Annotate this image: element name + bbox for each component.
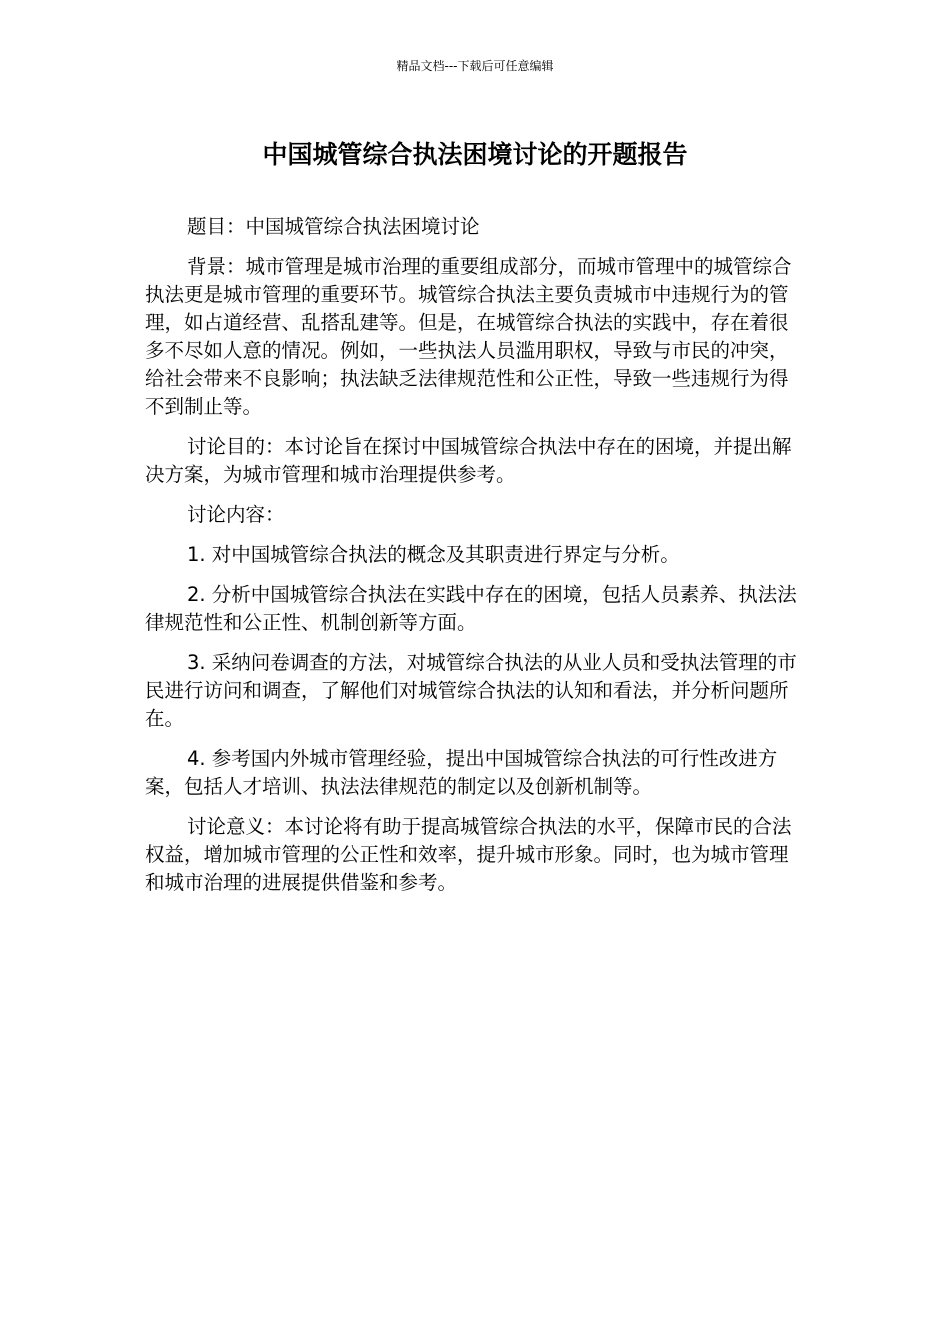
paragraph-significance: 讨论意义：本讨论将有助于提高城管综合执法的水平，保障市民的合法权益，增加城市管理的公正性和效率，提升城市形象。同时，也为城市管理和城市治理的进展提供借鉴和参考。: [145, 815, 792, 894]
document-body: [145, 213, 800, 909]
paragraph-purpose: 讨论目的：本讨论旨在探讨中国城管综合执法中存在的困境，并提出解决方案，为城市管理和城市治理提供参考。: [145, 435, 792, 486]
paragraph-background: 背景：城市管理是城市治理的重要组成部分，而城市管理中的城管综合执法更是城市管理的重要环节。城管综合执法主要负责城市中违规行为的管理，如占道经营、乱搭乱建等。但是，在城管综合执法的实践中，存在着很多不尽如人意的情况。例如，一些执法人员滥用职权，导致与市民的冲突，给社会带来不良影响；执法缺乏法律规范性和公正性，导致一些违规行为得不到制止等。: [145, 255, 792, 418]
paragraph-content-item-3: 3. 采纳问卷调查的方法，对城管综合执法的从业人员和受执法管理的市民进行访问和调查，了解他们对城管综合执法的认知和看法，并分析问题所在。: [145, 651, 797, 730]
header-note: 精品文档---下载后可任意编辑: [396, 59, 554, 73]
document-title: 中国城管综合执法困境讨论的开题报告: [262, 140, 688, 169]
paragraph-content-item-1: 1. 对中国城管综合执法的概念及其职责进行界定与分析。: [187, 543, 680, 566]
paragraph-content-heading: 讨论内容：: [187, 503, 285, 526]
paragraph-content-item-4: 4. 参考国内外城市管理经验，提出中国城管综合执法的可行性改进方案，包括人才培训、执法法律规范的制定以及创新机制等。: [145, 747, 778, 798]
paragraph-content-item-2: 2. 分析中国城管综合执法在实践中存在的困境，包括人员素养、执法法律规范性和公正性、机制创新等方面。: [145, 583, 797, 634]
paragraph-topic: 题目：中国城管综合执法困境讨论: [187, 215, 480, 238]
